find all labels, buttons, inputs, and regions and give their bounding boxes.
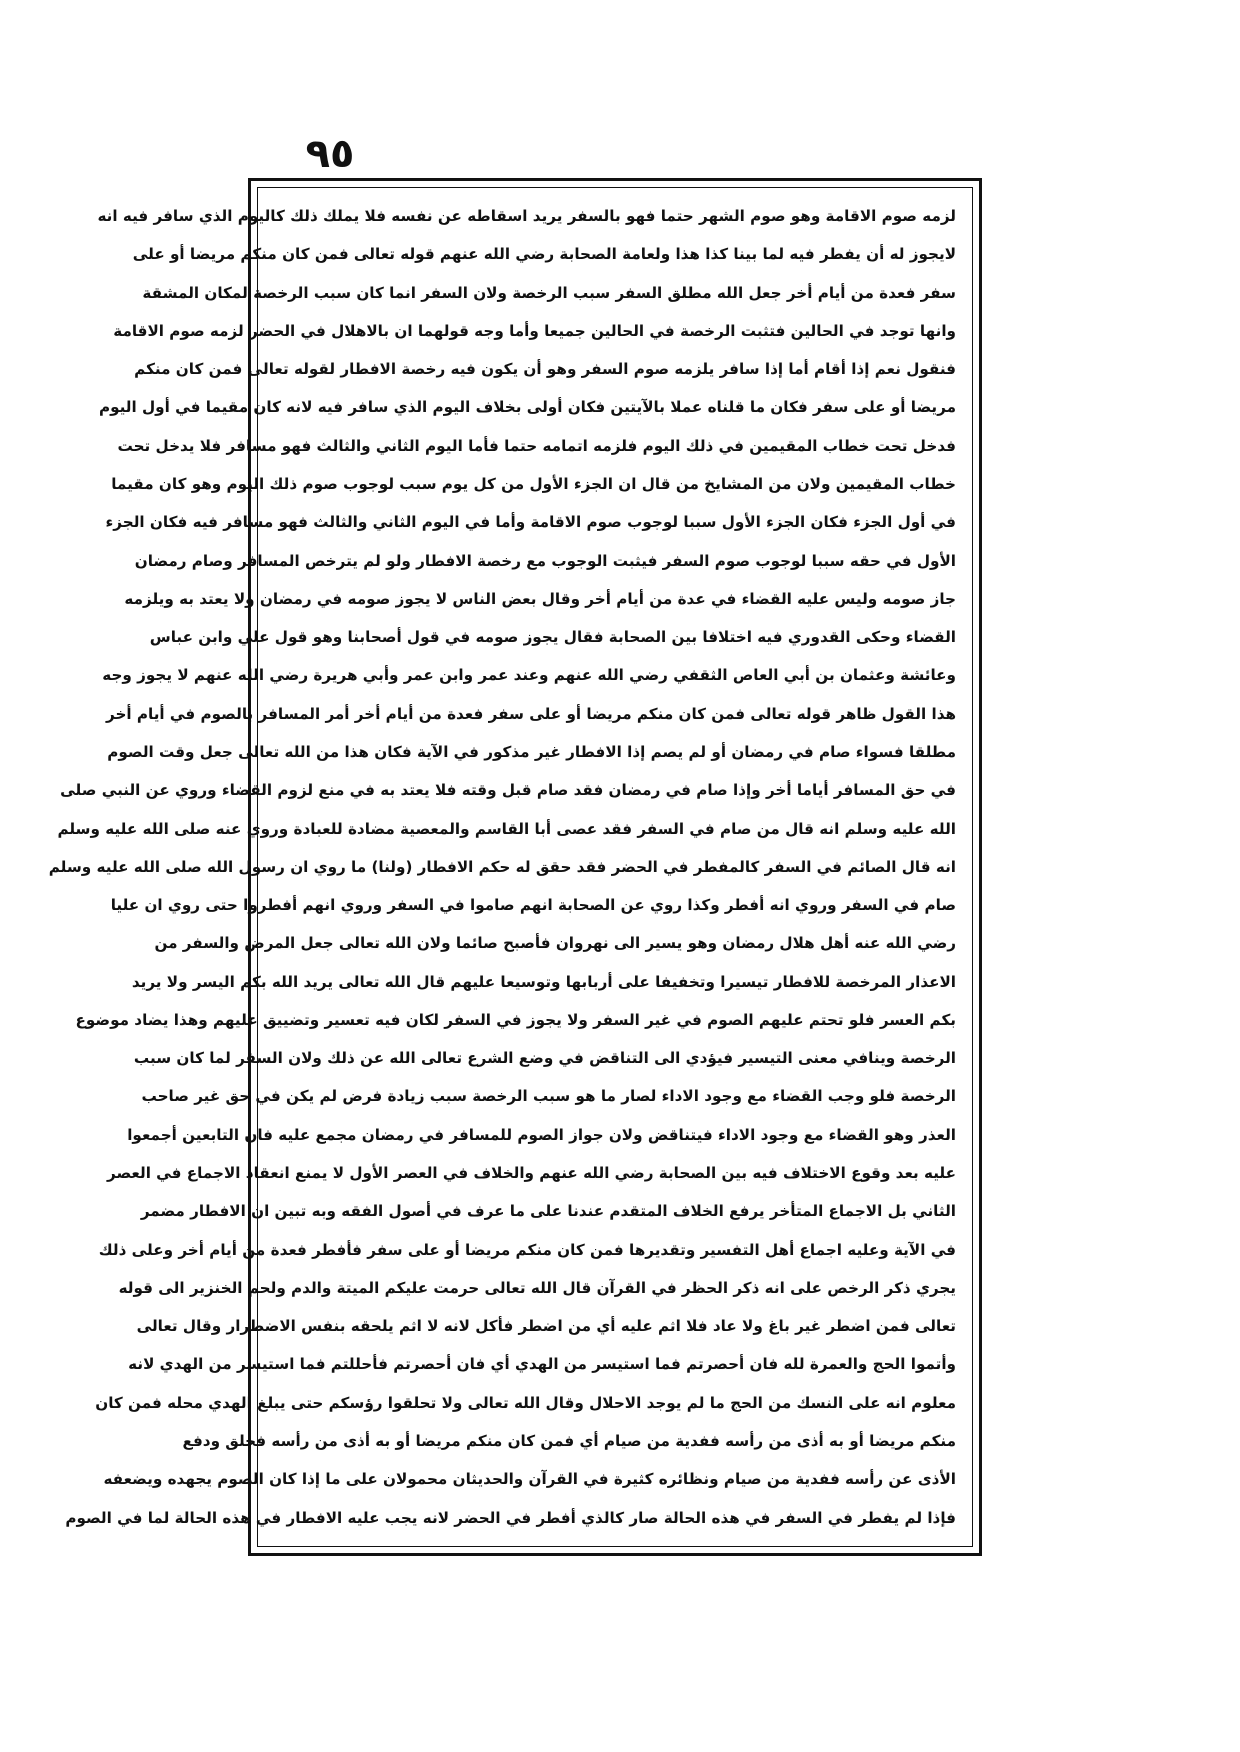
- text-line: يجري ذكر الرخص على انه ذكر الحظر في القرآن قال الله تعالى حرمت عليكم الميتة والدم ولحم الخنزير الى قوله: [118, 1278, 956, 1297]
- text-line: خطاب المقيمين ولان من المشايخ من قال ان الجزء الأول من كل يوم سبب لوجوب صوم ذلك اليوم وهو كان مقيما: [111, 474, 956, 493]
- text-line: الاعذار المرخصة للافطار تيسيرا وتخفيفا على أربابها وتوسيعا عليهم قال الله تعالى يريد الله بكم اليسر ولا يريد: [131, 972, 956, 991]
- text-line: الثاني بل الاجماع المتأخر يرفع الخلاف المتقدم عندنا على ما عرف في أصول الفقه وبه تبين ان الافطار مضمر: [140, 1202, 956, 1221]
- text-line: صام في السفر وروي انه أفطر وكذا روي عن الصحابة انهم صاموا في السفر وروي انهم أفطروا حتى روي ان عليا: [110, 896, 956, 915]
- text-line: تعالى فمن اضطر غير باغ ولا عاد فلا اثم عليه أي من اضطر فأكل لانه لا اثم يلحقه بنفس الاضطرار وقال تعالى: [136, 1317, 956, 1336]
- text-line: القضاء وحكى القدوري فيه اختلافا بين الصحابة فقال يجوز صومه في قول أصحابنا وهو قول علي وابن عباس: [149, 628, 956, 647]
- text-line: سفر فعدة من أيام أخر جعل الله مطلق السفر سبب الرخصة ولان السفر انما كان سبب الرخصة لمكان المشقة: [142, 283, 956, 302]
- text-body: [48, 198, 956, 1536]
- page-frame: [48, 178, 982, 1556]
- text-line: وانها توجد في الحالين فتثبت الرخصة في الحالين جميعا وأما وجه قولهما ان بالاهلال في الحضر لزمه صوم الاقامة: [113, 321, 956, 340]
- text-line: فنقول نعم إذا أقام أما إذا سافر يلزمه صوم السفر وهو أن يكون فيه رخصة الافطار لقوله تعالى فمن كان منكم: [134, 360, 956, 379]
- text-line: الأذى عن رأسه ففدية من صيام ونظائره كثيرة في القرآن والحديثان محمولان على ما إذا كان الصوم يجهده ويضعفه: [103, 1470, 956, 1489]
- text-line: فدخل تحت خطاب المقيمين في ذلك اليوم فلزمه اتمامه حتما فأما اليوم الثاني والثالث فهو مسافر فلا يدخل تحت: [117, 436, 956, 455]
- text-line: بكم العسر فلو تحتم عليهم الصوم في غير السفر ولا يجوز في السفر لكان فيه تعسير وتضييق عليهم وهذا يضاد موضوع: [75, 1010, 956, 1029]
- text-line: لايجوز له أن يفطر فيه لما بينا كذا هذا ولعامة الصحابة رضي الله عنهم قوله تعالى فمن كان منكم مريضا أو على: [132, 245, 956, 264]
- text-line: الله عليه وسلم انه قال من صام في السفر فقد عصى أبا القاسم والمعصية مضادة للعبادة وروي عنه صلى الله عليه وسلم: [57, 819, 956, 838]
- text-line: في الآية وعليه اجماع أهل التفسير وتقديرها فمن كان منكم مريضا أو على سفر فأفطر فعدة من أيام أخر وعلى ذلك: [98, 1240, 956, 1259]
- text-line: هذا القول ظاهر قوله تعالى فمن كان منكم مريضا أو على سفر فعدة من أيام أخر أمر المسافر بالصوم في أيام أخر: [106, 704, 956, 723]
- text-line: في أول الجزء فكان الجزء الأول سببا لوجوب صوم الاقامة وأما في اليوم الثاني والثالث فهو مسافر فيه فكان الجزء: [105, 513, 956, 532]
- text-line: عليه بعد وقوع الاختلاف فيه بين الصحابة رضي الله عنهم والخلاف في العصر الأول لا يمنع انعقاد الاجماع في العصر: [107, 1164, 956, 1183]
- page-frame-inner: [48, 187, 973, 1547]
- text-line: في حق المسافر أياما أخر وإذا صام في رمضان فقد صام قبل وقته فلا يعتد به في منع لزوم القضاء وروي عن النبي صلى: [60, 781, 956, 800]
- page-number: ٩٥: [305, 131, 355, 177]
- text-line: الرخصة فلو وجب القضاء مع وجود الاداء لصار ما هو سبب الرخصة سبب زيادة فرض لم يكن في حق غير صاحب: [141, 1087, 956, 1106]
- text-line: لزمه صوم الاقامة وهو صوم الشهر حتما فهو بالسفر يريد اسقاطه عن نفسه فلا يملك ذلك كاليوم الذي سافر فيه انه: [97, 207, 956, 225]
- text-line: وعائشة وعثمان بن أبي العاص الثقفي رضي الله عنهم وعند عمر وابن عمر وأبي هريرة رضي الله عنهم لا يجوز وجه: [102, 666, 956, 685]
- text-line: الأول في حقه سببا لوجوب صوم السفر فيثبت الوجوب مع رخصة الافطار ولو لم يترخص المسافر وصام رمضان: [134, 551, 956, 570]
- text-line: وأتموا الحج والعمرة لله فان أحصرتم فما استيسر من الهدي أي فان أحصرتم فأحللتم فما استيسر من الهدي لانه: [128, 1355, 956, 1374]
- text-line: العذر وهو القضاء مع وجود الاداء فيتناقض ولان جواز الصوم للمسافر في رمضان مجمع عليه فان التابعين أجمعوا: [127, 1125, 956, 1144]
- text-line: معلوم انه على النسك من الحج ما لم يوجد الاحلال وقال الله تعالى ولا تحلقوا رؤسكم حتى يبلغ الهدي محله فمن كان: [95, 1393, 956, 1412]
- text-line: انه قال الصائم في السفر كالمفطر في الحضر فقد حقق له حكم الافطار (ولنا) ما روي ان رسول الله صلى الله عليه وسلم: [48, 857, 956, 876]
- text-line: منكم مريضا أو به أذى من رأسه ففدية من صيام أي فمن كان منكم مريضا أو به أذى من رأسه فحلق ودفع: [182, 1432, 956, 1450]
- text-line: جاز صومه وليس عليه القضاء في عدة من أيام أخر وقال بعض الناس لا يجوز صومه في رمضان ولا يعتد به ويلزمه: [124, 589, 956, 608]
- text-line: الرخصة وينافي معنى التيسير فيؤدي الى التناقض في وضع الشرع تعالى الله عن ذلك ولان السفر لما كان سبب: [133, 1049, 956, 1068]
- text-line: رضي الله عنه أهل هلال رمضان وهو يسير الى نهروان فأصبح صائما ولان الله تعالى جعل المرض والسفر من: [154, 934, 956, 953]
- text-line: مطلقا فسواء صام في رمضان أو لم يصم إذا الافطار غير مذكور في الآية فكان هذا من الله تعالى جعل وقت الصوم: [107, 742, 956, 761]
- text-line: فإذا لم يفطر في السفر في هذه الحالة صار كالذي أفطر في الحضر لانه يجب عليه الافطار في هذه الحالة لما في الصوم: [65, 1508, 956, 1527]
- text-line: مريضا أو على سفر فكان ما قلناه عملا بالآيتين فكان أولى بخلاف اليوم الذي سافر فيه لانه كان مقيما في أول اليوم: [98, 398, 956, 417]
